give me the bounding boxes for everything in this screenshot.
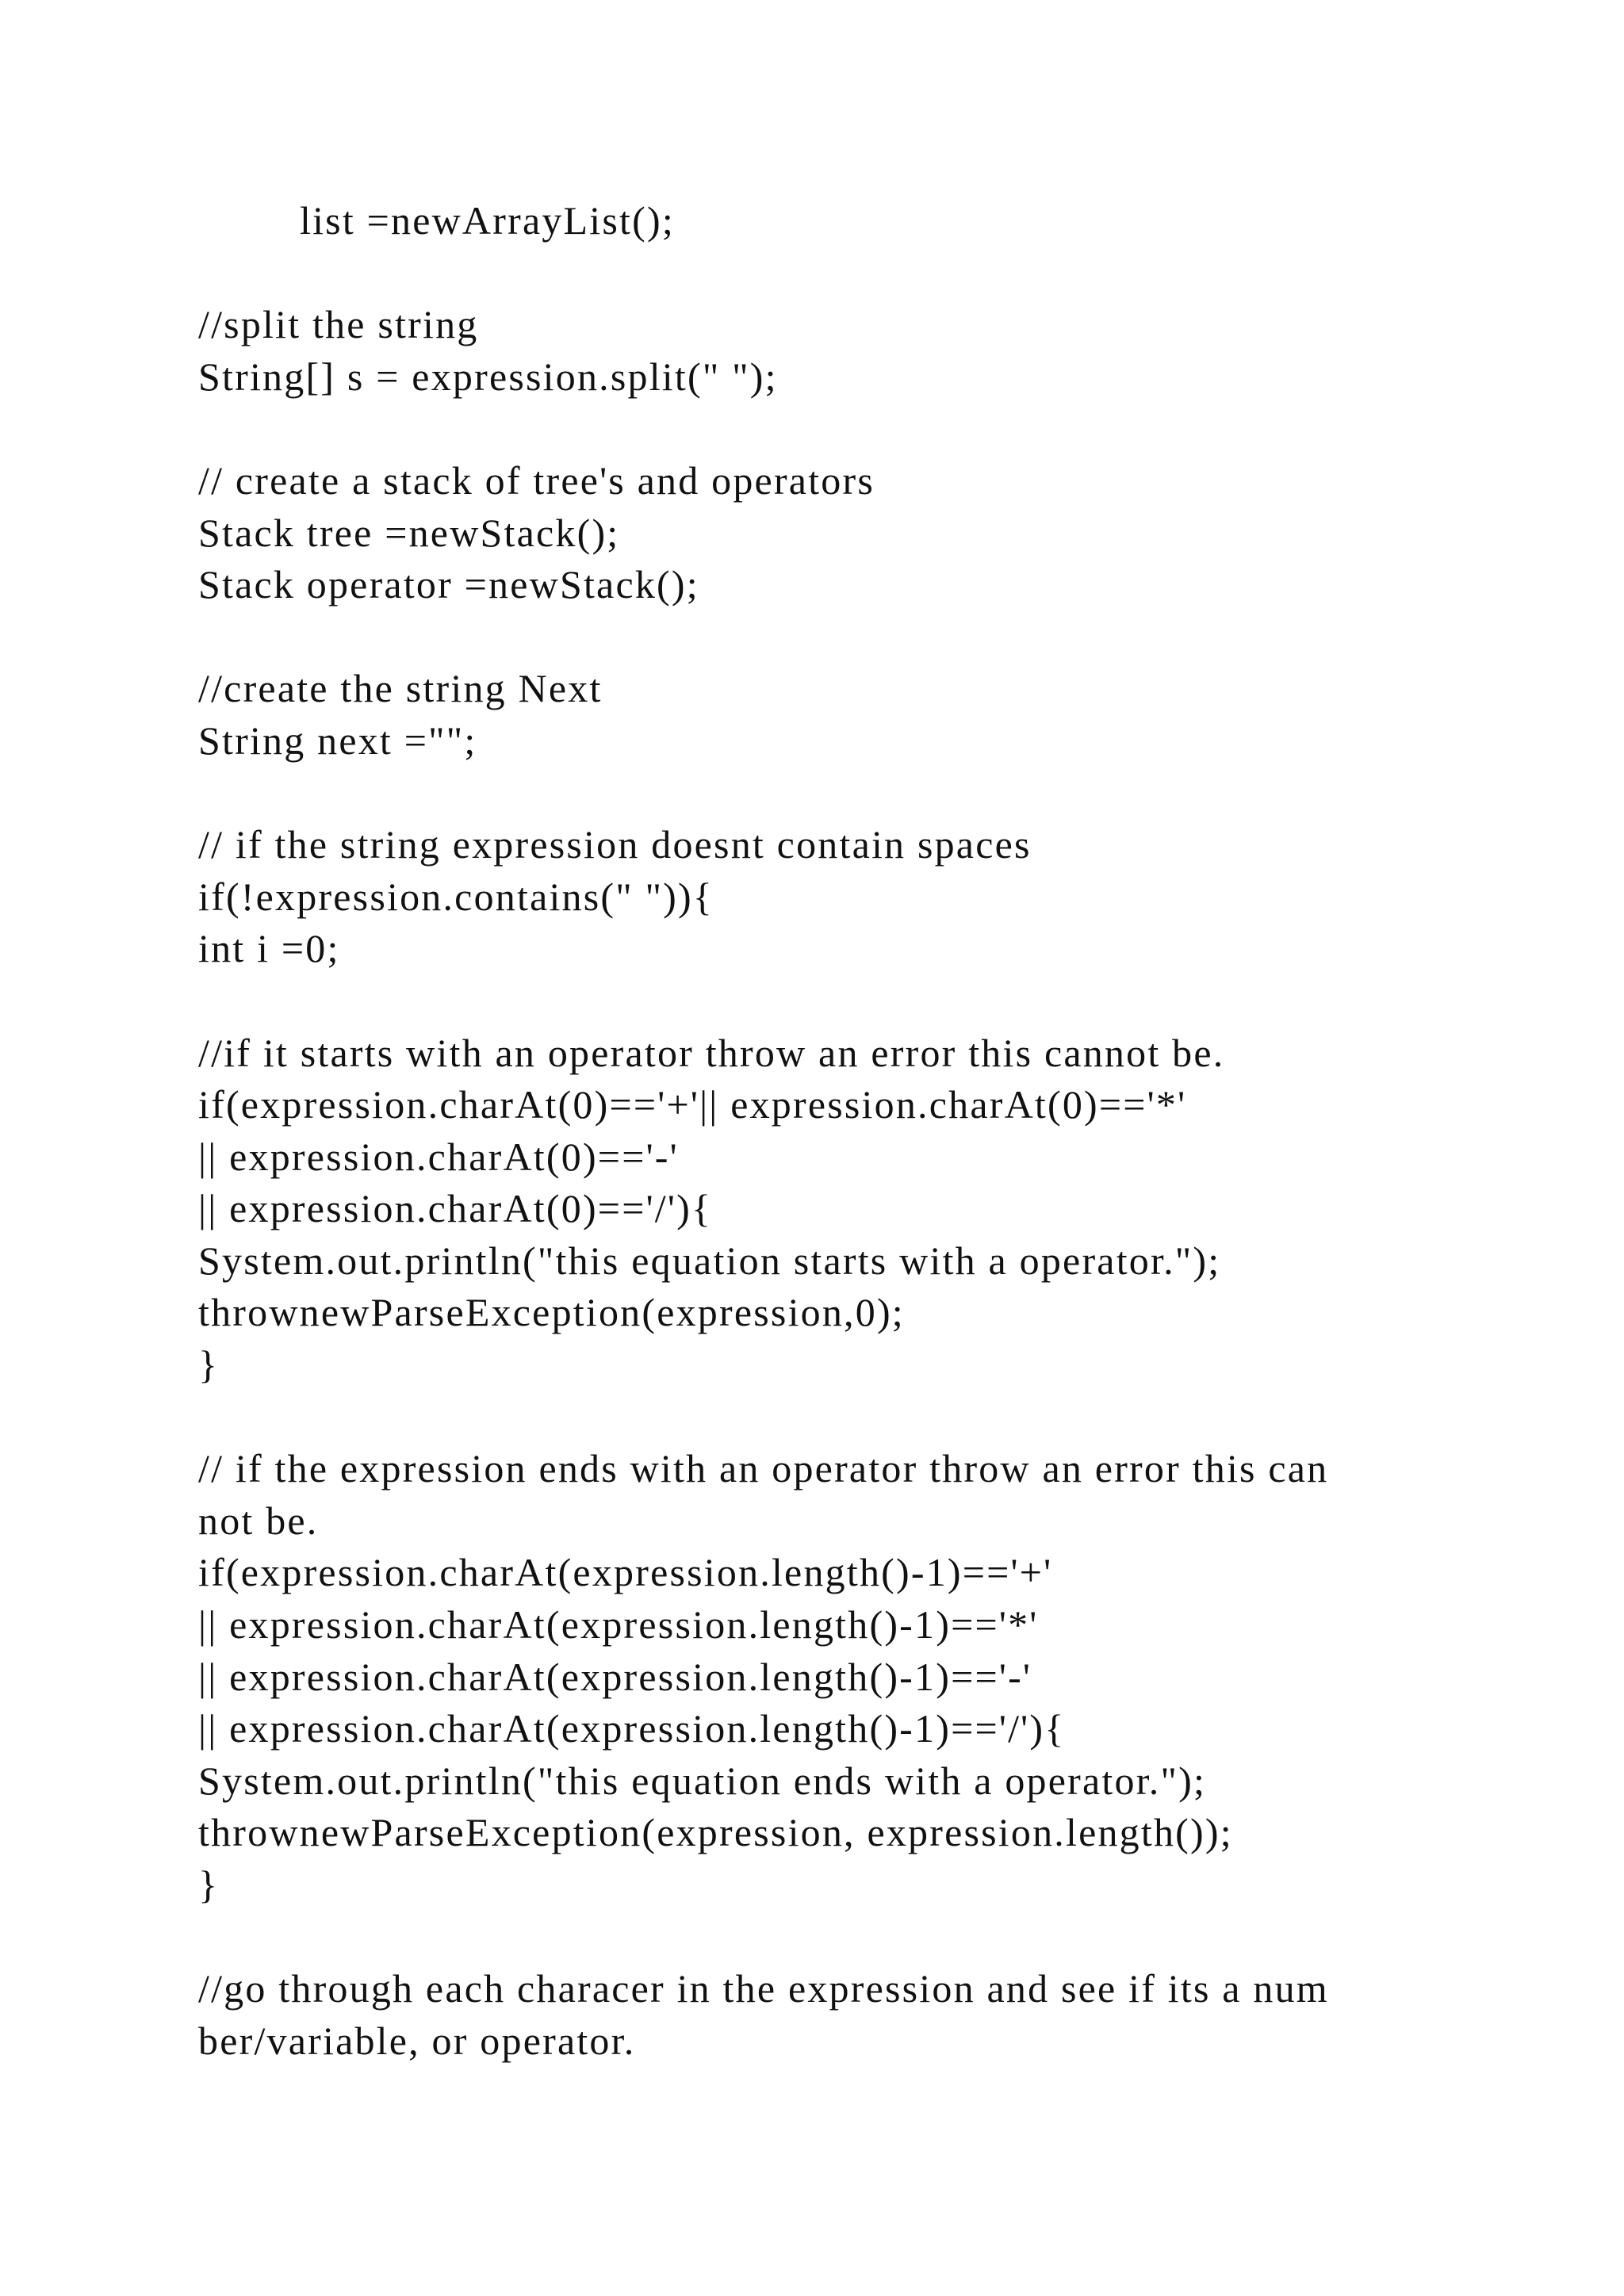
comment-line: ber/variable, or operator. (198, 2018, 636, 2063)
comment-line: // create a stack of tree's and operators (198, 457, 875, 503)
code-line: thrownewParseException(expression, expression.length()); (198, 1810, 1233, 1855)
code-text-block (198, 195, 1546, 2067)
code-line: int i =0; (198, 926, 340, 971)
comment-line: // if the expression ends with an operator throw an error this can (198, 1446, 1329, 1491)
code-line: || expression.charAt(0)=='-' (198, 1134, 679, 1179)
comment-line: //go through each characer in the expression and see if its a num (198, 1966, 1329, 2011)
code-line: if(expression.charAt(0)=='+'|| expression.charAt(0)=='*' (198, 1082, 1187, 1127)
code-line: System.out.println("this equation ends with a operator."); (198, 1758, 1207, 1803)
code-line: list =newArrayList(); (300, 198, 675, 243)
blank-line (198, 403, 1546, 455)
blank-line (198, 1911, 1546, 1964)
code-line: Stack operator =newStack(); (198, 562, 699, 607)
code-line: thrownewParseException(expression,0); (198, 1290, 905, 1335)
code-line: Stack tree =newStack(); (198, 510, 620, 555)
code-line: System.out.println("this equation starts with a operator."); (198, 1238, 1221, 1283)
blank-line (198, 1391, 1546, 1444)
code-line: || expression.charAt(0)=='/'){ (198, 1186, 713, 1231)
code-line: if(!expression.contains(" ")){ (198, 874, 714, 919)
comment-line: //create the string Next (198, 666, 603, 711)
blank-line (198, 767, 1546, 820)
code-line: || expression.charAt(expression.length()-1)=='-' (198, 1654, 1032, 1699)
code-line: || expression.charAt(expression.length()-1)=='/'){ (198, 1706, 1066, 1751)
comment-line: // if the string expression doesnt contain spaces (198, 822, 1032, 867)
code-line: } (198, 1342, 220, 1387)
code-line: } (198, 1862, 220, 1907)
code-line: || expression.charAt(expression.length()-1)=='*' (198, 1602, 1039, 1647)
code-line: if(expression.charAt(expression.length()-1)=='+' (198, 1550, 1053, 1595)
comment-line: //if it starts with an operator throw an error this cannot be. (198, 1030, 1225, 1075)
blank-line (198, 247, 1546, 300)
blank-line (198, 975, 1546, 1027)
blank-line (198, 611, 1546, 664)
comment-line: //split the string (198, 302, 479, 347)
code-line: String next =""; (198, 718, 477, 763)
comment-line: not be. (198, 1498, 319, 1543)
code-line: String[] s = expression.split(" "); (198, 354, 778, 399)
